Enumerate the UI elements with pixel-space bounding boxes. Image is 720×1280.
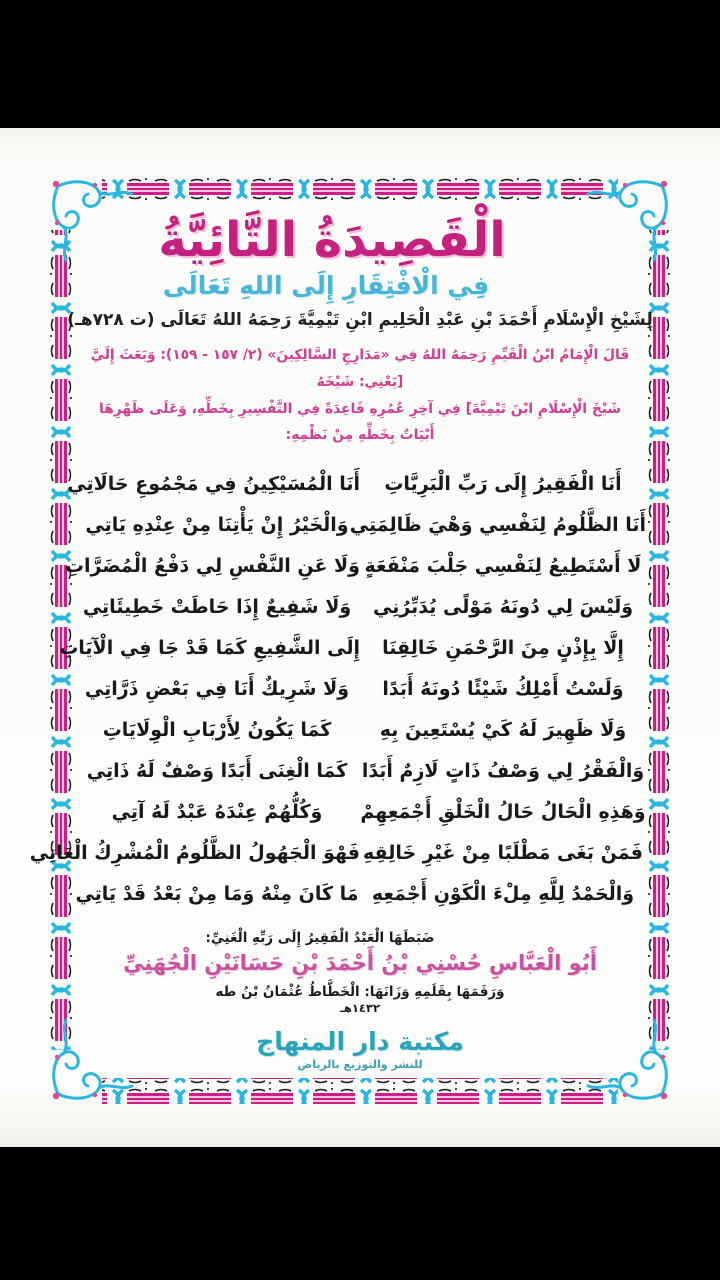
- verse-row: [74, 750, 646, 791]
- hemistich-first: وَهَذِهِ الْحَالُ حَالُ الْخَلْقِ أَجْمَعِهِمْ: [360, 800, 646, 823]
- introduction-quote: [90, 342, 630, 450]
- verse-row: [29, 832, 646, 873]
- hemistich-first: وَلَسْتُ أَمْلِكُ شَيْئًا دُونَهُ أَبَدًا: [382, 677, 624, 700]
- page-subtitle: فِي الْافْتِقَارِ إِلَى اللهِ تَعَالَى: [162, 270, 490, 300]
- intro-line-1: قَالَ الْإِمَامُ ابْنُ الْقَيِّمِ رَحِمَهُ اللهُ فِي «مَدَارِجِ السَّالِكِينَ» (٢/ ١٥٧ - ١٥٩): وَبَعَثَ إِلَيَّ [يَعْنِي: شَيْخَهُ: [90, 346, 630, 390]
- verse-row: [64, 545, 646, 586]
- scribe-note: ضَبَطَهَا الْعَبْدُ الْفَقِيرُ إِلَى رَبِّهِ الْغَنِيِّ:: [205, 930, 435, 947]
- hemistich-second: وَلَا شَرِيكٌ أَنَا فِي بَعْضِ ذَرَّاتِي: [84, 677, 350, 700]
- hemistich-first: فَمَنْ بَغَى مَطْلَبًا مِنْ غَيْرِ خَالِقِهِ: [363, 841, 643, 864]
- letterbox-bottom: [0, 1147, 720, 1280]
- calligrapher-credit: وَرَقَمَهَا بِقَلَمِهِ وَزَانَهَا: الْخَطَّاطُ عُثْمَانُ بْنُ طه: [215, 984, 505, 1001]
- page-content: [0, 128, 720, 1147]
- hemistich-second: كَمَا يَكُونُ لِأَرْبَابِ الْوِلَايَاتِ: [102, 718, 332, 741]
- hemistich-second: وَلَا شَفِيعٌ إِذَا حَاطَتْ خَطِيئَاتِي: [82, 595, 352, 618]
- hemistich-second: وَالْخَيْرُ إِنْ يَأْتِنَا مِنْ عِنْدِهِ يَاتِي: [85, 513, 349, 536]
- hemistich-second: فَهْوَ الْجَهُولُ الظَّلُومُ الْمُشْرِكُ الْعَاتِي: [29, 841, 360, 864]
- document-page: [0, 128, 720, 1147]
- verse-row: [74, 586, 646, 627]
- hemistich-second: كَمَا الْغِنَى أَبَدًا وَصْفٌ لَهُ ذَاتِي: [86, 759, 348, 782]
- hemistich-second: مَا كَانَ مِنْهُ وَمَا مِنْ بَعْدُ قَدْ يَاتِي: [75, 882, 359, 905]
- hemistich-first: وَلَيْسَ لِي دُونَهُ مَوْلًى يُدَبِّرُنِي: [372, 595, 634, 618]
- hemistich-first: لَا أَسْتَطِيعُ لِنَفْسِي جَلْبَ مَنْفَعَةٍ: [364, 554, 642, 577]
- hemistich-second: وَكُلُّهُمْ عِنْدَهُ عَبْدٌ لَهُ آتِي: [111, 800, 323, 823]
- author-line: لِشَيْخِ الْإِسْلَامِ أَحْمَدَ بْنِ عَبْدِ الْحَلِيمِ ابْنِ تَيْمِيَّةَ رَحِمَهُ اللهُ تَعَالَى (ت ٧٢٨هـ): [67, 309, 653, 330]
- hemistich-first: وَالْحَمْدُ لِلَّهِ مِلْءَ الْكَوْنِ أَجْمَعِهِ: [371, 882, 635, 905]
- intro-line-2: شَيْخَ الْإِسْلَامِ ابْنَ تَيْمِيَّةَ] فِي آخِرِ عُمُرِهِ قَاعِدَةً فِي التَّفْسِيرِ بِخَطِّهِ، وَعَلَى ظَهْرِهَا أَبْيَاتٌ بِخَطِّهِ مِنْ نَظْمِهِ:: [99, 400, 621, 444]
- hemistich-second: إِلَى الشَّفِيعِ كَمَا قَدْ جَا فِي الْآيَاتِ: [59, 636, 360, 659]
- letterbox-top: [0, 0, 720, 128]
- scribe-name: أَبُو الْعَبَّاسِ حُسْنِي بْنُ أَحْمَدَ بْنِ حَسَانَيْنِ الْجُهَنِيِّ: [123, 951, 597, 976]
- verse-row: [74, 668, 646, 709]
- publisher-tagline: للنشر والتوزيع بالرياض: [297, 1058, 423, 1072]
- verse-row: [74, 504, 646, 545]
- verse-row: [74, 709, 646, 750]
- hemistich-first: أَنَا الْفَقِيرُ إِلَى رَبِّ الْبَرِيَّاتِ: [384, 472, 622, 495]
- poem-body: [29, 463, 646, 914]
- verse-row: [67, 463, 646, 504]
- hemistich-first: إِلَّا بِإِذْنٍ مِنَ الرَّحْمَنِ خَالِقِنَا: [382, 636, 624, 659]
- publisher-logo: مكتبة دار المنهاج: [256, 1027, 464, 1057]
- hemistich-first: وَالْفَقْرُ لِي وَصْفُ ذَاتٍ لَازِمٌ أَبَدًا: [361, 759, 645, 782]
- hemistich-first: أَنَا الظَّلُومُ لِنَفْسِي وَهْيَ ظَالِمَتِي: [349, 513, 646, 536]
- verse-row: [74, 873, 646, 914]
- page-title: الْقَصِيدَةُ التَّائِيَّةُ: [158, 212, 506, 268]
- hemistich-second: أَنَا الْمُسَيْكِينُ فِي مَجْمُوعِ حَالَاتِي: [67, 472, 360, 495]
- hijri-year: ١٤٣٢هـ: [340, 1001, 380, 1016]
- hemistich-first: وَلَا ظَهِيرَ لَهُ كَيْ يُسْتَعِينَ بِهِ: [379, 718, 627, 741]
- verse-row: [59, 627, 646, 668]
- hemistich-second: وَلَا عَنِ النَّفْسِ لِي دَفْعُ الْمُضَرَّاتِ: [64, 554, 360, 577]
- verse-row: [74, 791, 646, 832]
